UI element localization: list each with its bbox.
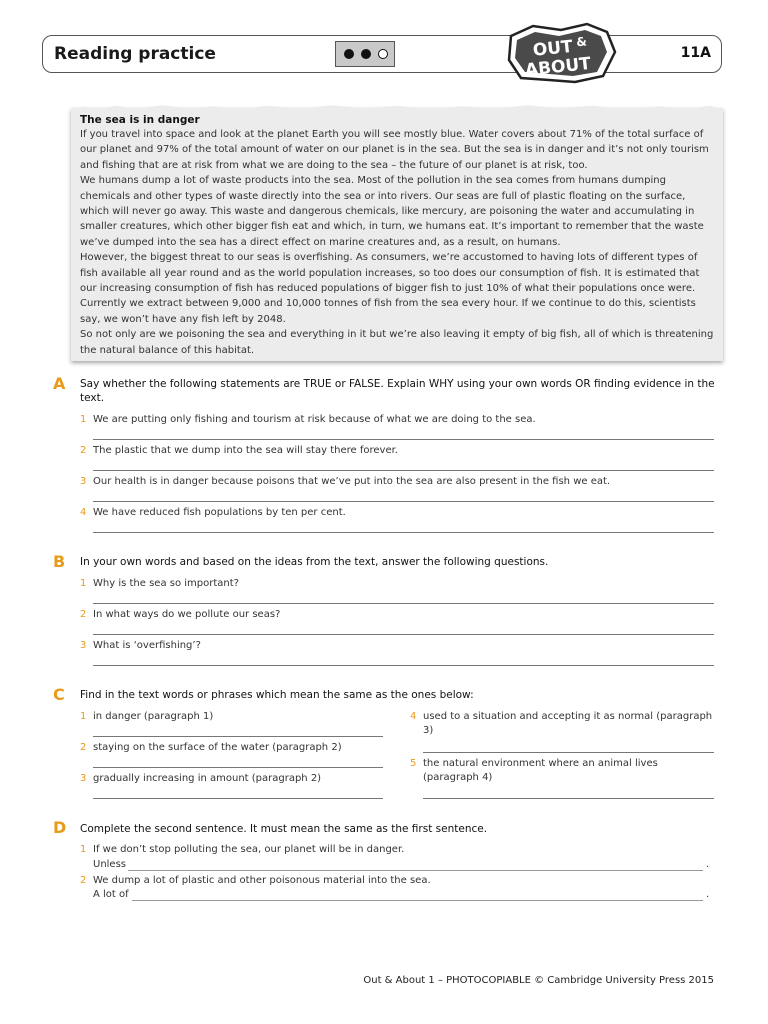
svg-text:&: & [575,34,588,50]
question-c2: 2 staying on the surface of the water (paragraph 2) [80,742,342,753]
reading-paragraph: So not only are we poisoning the sea and everything in it but we’re also leaving it empty of big fish, all of which is threatening the natural balance of this habitat. [80,329,714,356]
answer-line-b3[interactable] [93,665,714,666]
question-c5: 5 the natural environment where an animal lives (paragraph 4) [410,758,658,783]
reading-paragraph: However, the biggest threat to our seas is overfishing. As consumers, we’re accustomed to having lots of different types of fish available all year round and as the world population increases, so too does our consumption of fish. It is estimated that our increasing consumption of fish has reduced populations of bigger fish to just 10% of what their populations once were. Currently we extract between 9,000 and 10,000 tonnes of fish from the sea every hour. If we continue to do this, scientists say, we won’t have any fish left by 2048. [80,252,700,325]
page-header [42,34,722,81]
section-b-instruction: In your own words and based on the ideas from the text, answer the following questions. [80,556,549,568]
out-and-about-logo [503,22,623,86]
rewrite-line-d1[interactable] [128,870,703,871]
svg-text:OUT: OUT [531,36,574,61]
question-c4: 4 used to a situation and accepting it as normal (paragraph 3) [410,711,713,736]
answer-line-c4[interactable] [423,752,714,753]
question-c3: 3 gradually increasing in amount (paragraph 2) [80,773,322,784]
unit-label: 11A [680,45,711,61]
answer-line-c2[interactable] [93,767,383,768]
reading-paragraph: If you travel into space and look at the planet Earth you will see mostly blue. Water covers about 71% of the total surface of our planet and 97% of the total amount of water on our planet is in the sea. But the sea is in danger and it’s not only tourism and fishing that are at risk from what we are doing to the sea – the future of our planet is at risk, too. [80,129,709,171]
question-a4: 4 We have reduced fish populations by ten per cent. [80,507,346,518]
difficulty-dot-empty [378,49,388,59]
section-letter-c: C [53,685,65,704]
copyright-footer: Out & About 1 – PHOTOCOPIABLE © Cambridge University Press 2015 [363,975,714,986]
rewrite-prompt-d1: Unless [93,859,127,870]
answer-line-a1[interactable] [93,439,714,440]
section-c-instruction: Find in the text words or phrases which mean the same as the ones below: [80,689,474,701]
question-c1: 1 in danger (paragraph 1) [80,711,214,722]
answer-line-c1[interactable] [93,736,383,737]
answer-line-b2[interactable] [93,634,714,635]
question-a1: 1 We are putting only fishing and tourism at risk because of what we are doing to the sea. [80,414,536,425]
reading-title: The sea is in danger [80,114,200,126]
answer-line-a3[interactable] [93,501,714,502]
answer-line-b1[interactable] [93,603,714,604]
answer-line-a4[interactable] [93,532,714,533]
question-a3: 3 Our health is in danger because poisons that we’ve put into the sea are also present in the fish we eat. [80,476,611,487]
question-a2: 2 The plastic that we dump into the sea will stay there forever. [80,445,398,456]
section-letter-d: D [53,818,67,837]
svg-text:ABOUT: ABOUT [524,53,592,81]
answer-line-c5[interactable] [423,798,714,799]
answer-line-a2[interactable] [93,470,714,471]
question-b2: 2 In what ways do we pollute our seas? [80,609,281,620]
section-letter-b: B [53,552,66,571]
section-d-instruction: Complete the second sentence. It must mean the same as the first sentence. [80,823,488,835]
rewrite-end-mark-d2: . [706,889,710,900]
section-letter-a: A [53,374,66,393]
answer-line-c3[interactable] [93,798,383,799]
page-title: Reading practice [54,44,216,64]
question-b3: 3 What is ‘overfishing’? [80,640,201,651]
difficulty-dot-filled [361,49,371,59]
section-a-instruction: Say whether the following statements are TRUE or FALSE. Explain WHY using your own words OR finding evidence in the text. [80,378,715,404]
difficulty-indicator [335,41,395,67]
rewrite-line-d2[interactable] [132,900,703,901]
question-d1: 1 If we don’t stop polluting the sea, our planet will be in danger. [80,844,405,855]
question-d2: 2 We dump a lot of plastic and other poisonous material into the sea. [80,875,431,886]
question-b1: 1 Why is the sea so important? [80,578,239,589]
reading-text-box [71,108,723,361]
rewrite-prompt-d2: A lot of [93,889,129,900]
difficulty-dot-filled [344,49,354,59]
reading-paragraph: We humans dump a lot of waste products into the sea. Most of the pollution in the sea comes from humans dumping chemicals and other types of waste directly into the sea or into rivers. Our seas are full of plastic floating on the surface, which will never go away. This waste and dangerous chemicals, like mercury, are poisoning the water and accumulating in smaller creatures, which other bigger fish eat and which, in turn, we humans eat. It’s important to remember that the waste we’ve dumped into the sea has a direct effect on marine creatures and, as a result, on humans. [80,175,704,248]
rewrite-end-mark-d1: . [706,859,710,870]
